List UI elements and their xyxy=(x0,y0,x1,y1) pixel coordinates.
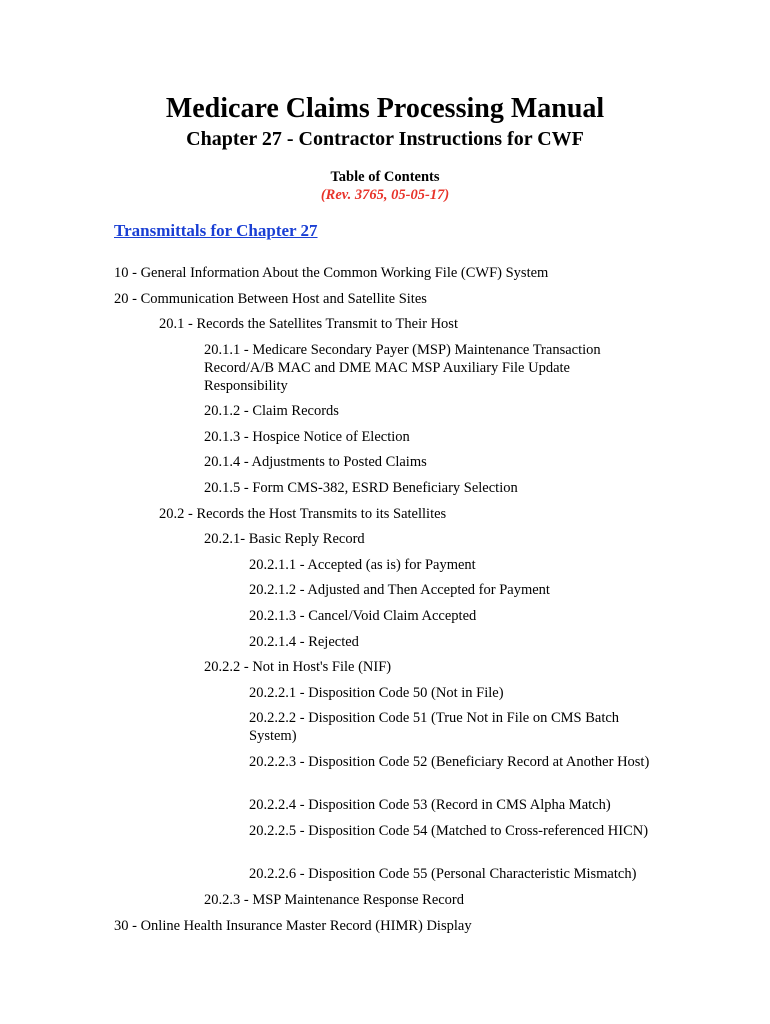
toc-entry[interactable]: 30 - Online Health Insurance Master Record (HIMR) Display xyxy=(114,918,472,934)
toc-entry[interactable]: 20.1 - Records the Satellites Transmit to Their Host xyxy=(159,316,458,332)
toc-entry[interactable]: 20.2.3 - MSP Maintenance Response Record xyxy=(204,892,465,908)
toc-entry[interactable]: 20.1.5 - Form CMS-382, ESRD Beneficiary Selection xyxy=(204,480,518,496)
toc-entry[interactable]: 20.1.4 - Adjustments to Posted Claims xyxy=(204,454,427,470)
toc-entry[interactable]: 20.2.2.6 - Disposition Code 55 (Personal Characteristic Mismatch) xyxy=(249,866,637,882)
toc-heading: Table of Contents xyxy=(330,169,440,185)
transmittals-link[interactable]: Transmittals for Chapter 27 xyxy=(114,221,318,240)
toc-entry[interactable]: 20.2.1.1 - Accepted (as is) for Payment xyxy=(249,557,476,573)
chapter-subtitle: Chapter 27 - Contractor Instructions for CWF xyxy=(186,128,584,150)
toc-entry[interactable]: 20.1.3 - Hospice Notice of Election xyxy=(204,429,410,445)
toc-entry[interactable]: 20.2.1.4 - Rejected xyxy=(249,634,359,650)
toc-entry[interactable]: 20.2.2.5 - Disposition Code 54 (Matched to Cross-referenced HICN) xyxy=(249,823,649,839)
toc-entry[interactable]: 20.1.2 - Claim Records xyxy=(204,403,339,419)
toc-entry[interactable]: 20.2.2.1 - Disposition Code 50 (Not in File) xyxy=(249,685,504,701)
toc-entry[interactable]: 20.2 - Records the Host Transmits to its Satellites xyxy=(159,506,447,522)
toc-entry[interactable]: 20 - Communication Between Host and Satellite Sites xyxy=(114,291,427,307)
toc-entry[interactable]: 20.2.2.3 - Disposition Code 52 (Beneficiary Record at Another Host) xyxy=(249,754,650,770)
toc-entry[interactable]: 20.2.1- Basic Reply Record xyxy=(204,531,365,547)
toc-entry[interactable]: 20.2.1.3 - Cancel/Void Claim Accepted xyxy=(249,608,477,624)
toc-entry[interactable]: 10 - General Information About the Common Working File (CWF) System xyxy=(114,265,549,281)
page-title: Medicare Claims Processing Manual xyxy=(165,93,605,124)
toc-entry[interactable]: 20.1.1 - Medicare Secondary Payer (MSP) Maintenance Transaction Record/A/B MAC and DME MAC MSP Auxiliary File Update Responsibility xyxy=(204,342,601,394)
toc-entry[interactable]: 20.2.1.2 - Adjusted and Then Accepted for Payment xyxy=(249,582,550,598)
toc-entry[interactable]: 20.2.2.2 - Disposition Code 51 (True Not in File on CMS Batch System) xyxy=(249,710,620,744)
toc-entry[interactable]: 20.2.2.4 - Disposition Code 53 (Record in CMS Alpha Match) xyxy=(249,797,611,813)
revision-note: (Rev. 3765, 05-05-17) xyxy=(320,187,450,203)
toc-entry[interactable]: 20.2.2 - Not in Host's File (NIF) xyxy=(204,659,392,675)
